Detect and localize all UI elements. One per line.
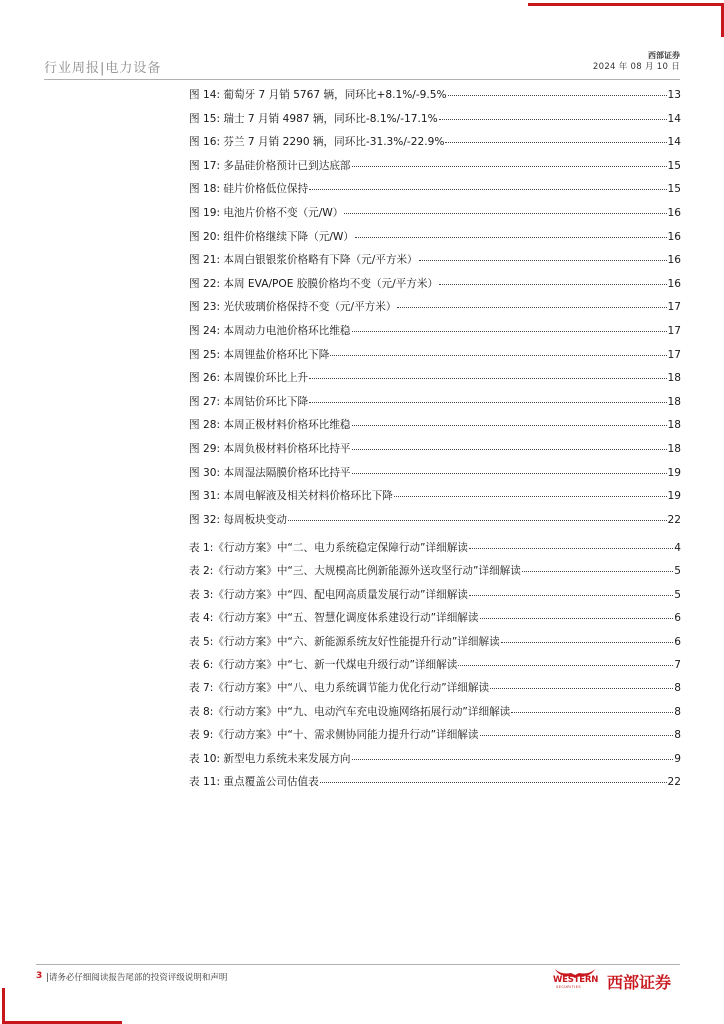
entry-title: 图 14: 葡萄牙 7 月销 5767 辆，同环比+8.1%/-9.5% — [189, 89, 447, 101]
entry-page-number: 16 — [667, 206, 681, 219]
entry-page-number: 8 — [674, 705, 681, 718]
entry-page-number: 18 — [667, 419, 681, 432]
entry-page-number: 18 — [667, 372, 681, 385]
corner-accent-bottom-vertical — [2, 988, 5, 1024]
entry-title: 图 29: 本周负极材料价格环比持平 — [189, 442, 351, 455]
corner-accent-top — [528, 3, 724, 6]
entry-title: 图 20: 组件价格继续下降（元/W） — [189, 230, 354, 243]
dot-leader — [352, 449, 667, 450]
entry-title: 表 10: 新型电力系统未来发展方向 — [189, 752, 351, 765]
entry-page-number: 6 — [674, 612, 681, 625]
dot-leader — [511, 712, 673, 713]
figure-entry[interactable] — [189, 252, 681, 276]
header-meta — [593, 50, 680, 73]
entry-page-number: 5 — [674, 588, 681, 601]
figure-entry[interactable] — [189, 441, 681, 465]
dot-leader — [394, 496, 667, 497]
entry-page-number: 13 — [667, 89, 681, 101]
entry-title: 图 30: 本周湿法隔膜价格环比持平 — [189, 466, 351, 479]
dot-leader — [469, 548, 673, 549]
entry-title: 图 18: 硅片价格低位保持 — [189, 183, 309, 196]
entry-page-number: 22 — [667, 513, 681, 526]
figure-entry[interactable] — [189, 512, 681, 536]
entry-title: 表 3:《行动方案》中“四、配电网高质量发展行动”详细解读 — [189, 588, 468, 601]
entry-title: 图 32: 每周板块变动 — [189, 513, 287, 526]
figure-entry[interactable] — [189, 394, 681, 418]
table-entry[interactable] — [189, 563, 681, 586]
entry-title: 表 2:《行动方案》中“三、大规模高比例新能源外送攻坚行动”详细解读 — [189, 565, 521, 578]
entry-page-number: 4 — [674, 542, 681, 554]
entry-title: 图 26: 本周镍价环比上升 — [189, 372, 309, 385]
entry-title: 表 5:《行动方案》中“六、新能源系统友好性能提升行动”详细解读 — [189, 635, 500, 648]
entry-page-number: 22 — [667, 775, 681, 788]
entry-page-number: 15 — [667, 183, 681, 196]
brand-name-en-sub: SECURITIES — [556, 985, 582, 989]
dot-leader — [469, 595, 673, 596]
figure-entry[interactable] — [189, 417, 681, 441]
table-entry[interactable] — [189, 587, 681, 610]
dot-leader — [309, 378, 666, 379]
figure-entry[interactable] — [189, 134, 681, 158]
table-entry[interactable] — [189, 657, 681, 680]
table-entry[interactable] — [189, 727, 681, 750]
entry-title: 图 24: 本周动力电池价格环比维稳 — [189, 324, 351, 337]
entry-title: 图 19: 电池片价格不变（元/W） — [189, 206, 344, 219]
header-divider — [44, 79, 680, 80]
entry-page-number: 17 — [667, 324, 681, 337]
figure-entry[interactable] — [189, 111, 681, 135]
entry-page-number: 18 — [667, 442, 681, 455]
dot-leader — [522, 571, 673, 572]
dot-leader — [352, 425, 667, 426]
footer-divider — [36, 964, 680, 965]
entry-page-number: 6 — [674, 635, 681, 648]
figure-entry[interactable] — [189, 276, 681, 300]
figure-entry[interactable] — [189, 181, 681, 205]
entry-title: 表 9:《行动方案》中“十、需求侧协同能力提升行动”详细解读 — [189, 729, 479, 742]
entry-title: 表 7:《行动方案》中“八、电力系统调节能力优化行动”详细解读 — [189, 682, 490, 695]
dot-leader — [397, 307, 666, 308]
entry-title: 图 17: 多晶硅价格预计已到达底部 — [189, 159, 351, 172]
dot-leader — [344, 213, 666, 214]
dot-leader — [419, 260, 667, 261]
page-number: 3 — [36, 971, 43, 981]
entry-page-number: 16 — [667, 254, 681, 267]
dot-leader — [352, 331, 667, 332]
dot-leader — [352, 759, 674, 760]
dot-leader — [309, 402, 666, 403]
entry-title: 图 21: 本周白银银浆价格略有下降（元/平方米） — [189, 254, 418, 267]
entry-page-number: 9 — [674, 752, 681, 765]
dot-leader — [320, 782, 667, 783]
entry-page-number: 14 — [667, 136, 681, 149]
figure-list — [189, 87, 681, 535]
footer-disclaimer: |请务必仔细阅读报告尾部的投资评级说明和声明 — [46, 973, 228, 983]
report-date: 2024 年 08 月 10 日 — [592, 62, 680, 72]
figure-entry[interactable] — [189, 87, 681, 111]
entry-title: 表 1:《行动方案》中“二、电力系统稳定保障行动”详细解读 — [189, 542, 468, 554]
entry-page-number: 16 — [667, 277, 681, 290]
dot-leader — [439, 119, 667, 120]
dot-leader — [480, 618, 674, 619]
entry-page-number: 17 — [667, 301, 681, 314]
entry-title: 图 22: 本周 EVA/POE 胶膜价格均不变（元/平方米） — [189, 277, 439, 290]
dot-leader — [352, 166, 667, 167]
table-entry[interactable] — [189, 680, 681, 703]
dot-leader — [445, 142, 666, 143]
entry-page-number: 8 — [674, 729, 681, 742]
dot-leader — [490, 688, 673, 689]
dot-leader — [458, 665, 673, 666]
entry-page-number: 18 — [667, 395, 681, 408]
entry-title: 图 27: 本周钴价环比下降 — [189, 395, 309, 408]
dot-leader — [330, 355, 666, 356]
entry-page-number: 16 — [667, 230, 681, 243]
entry-page-number: 14 — [667, 112, 681, 125]
document-category: 行业周报|电力设备 — [44, 61, 162, 76]
entry-title: 图 25: 本周锂盐价格环比下降 — [189, 348, 330, 361]
figure-entry[interactable] — [189, 488, 681, 512]
dot-leader — [480, 735, 674, 736]
dot-leader — [352, 473, 667, 474]
entry-title: 表 8:《行动方案》中“九、电动汽车充电设施网络拓展行动”详细解读 — [189, 705, 511, 718]
brand-logo — [553, 966, 683, 992]
figure-entry[interactable] — [189, 158, 681, 182]
entry-page-number: 8 — [674, 682, 681, 695]
header-company: 西部证券 — [648, 51, 680, 60]
table-entry[interactable] — [189, 610, 681, 633]
figure-entry[interactable] — [189, 370, 681, 394]
table-entry[interactable] — [189, 774, 681, 797]
figure-entry[interactable] — [189, 299, 681, 323]
dot-leader — [288, 520, 667, 521]
brand-name-cn: 西部证券 — [607, 973, 672, 992]
table-entry[interactable] — [189, 704, 681, 727]
entry-title: 表 6:《行动方案》中“七、新一代煤电升级行动”详细解读 — [189, 658, 458, 671]
dot-leader — [355, 237, 667, 238]
entry-title: 图 23: 光伏玻璃价格保持不变（元/平方米） — [189, 301, 397, 314]
figure-entry[interactable] — [189, 205, 681, 229]
figure-entry[interactable] — [189, 323, 681, 347]
dot-leader — [309, 189, 666, 190]
entry-title: 图 15: 瑞士 7 月销 4987 辆，同环比-8.1%/-17.1% — [189, 112, 438, 125]
figure-entry[interactable] — [189, 347, 681, 371]
entry-page-number: 7 — [674, 658, 681, 671]
entry-title: 表 11: 重点覆盖公司估值表 — [189, 775, 319, 788]
dot-leader — [501, 642, 674, 643]
entry-title: 图 28: 本周正极材料价格环比维稳 — [189, 419, 351, 432]
entry-title: 图 31: 本周电解液及相关材料价格环比下降 — [189, 490, 393, 503]
entry-page-number: 5 — [674, 565, 681, 578]
figure-entry[interactable] — [189, 229, 681, 253]
entry-page-number: 19 — [667, 466, 681, 479]
entry-title: 表 4:《行动方案》中“五、智慧化调度体系建设行动”详细解读 — [189, 612, 479, 625]
dot-leader — [439, 284, 666, 285]
table-entry[interactable] — [189, 751, 681, 774]
table-entry[interactable] — [189, 634, 681, 657]
entry-title: 图 16: 芬兰 7 月销 2290 辆，同环比-31.3%/-22.9% — [189, 136, 445, 149]
table-list — [189, 540, 681, 797]
dot-leader — [448, 95, 667, 96]
table-entry[interactable] — [189, 540, 681, 563]
entry-page-number: 15 — [667, 159, 681, 172]
figure-entry[interactable] — [189, 465, 681, 489]
entry-page-number: 19 — [667, 490, 681, 503]
brand-name-en: WESTERN — [553, 975, 599, 985]
entry-page-number: 17 — [667, 348, 681, 361]
